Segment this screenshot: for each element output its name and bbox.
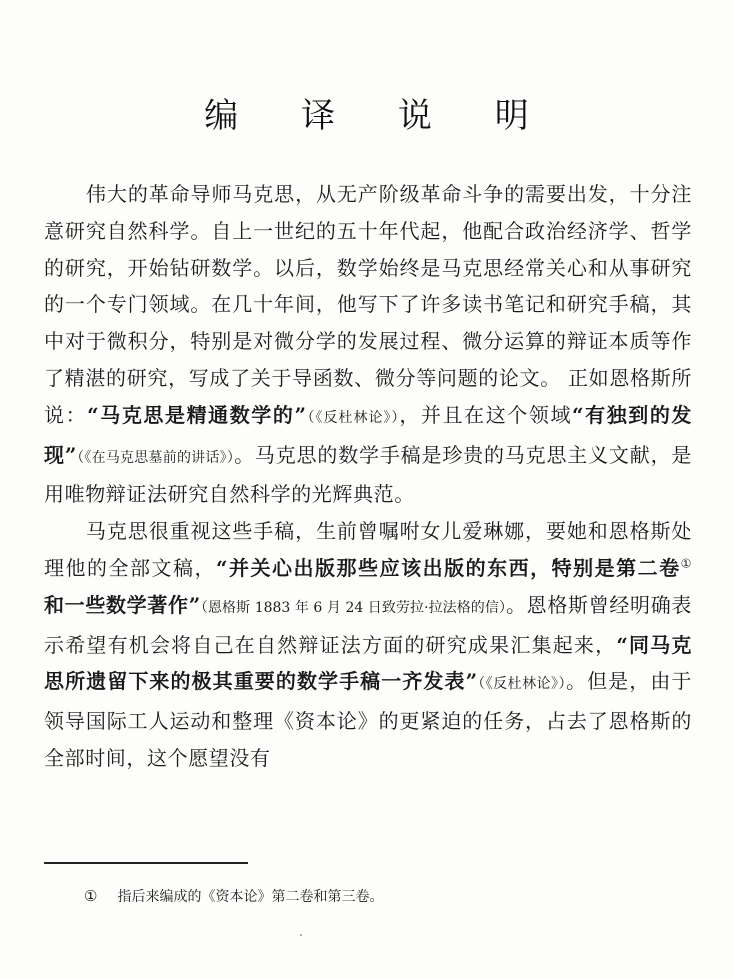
scan-speck [300,934,302,936]
text-segment: 。但是，由于领导国际工人运动和整理《资本论》的更紧迫的任务，占去了恩格斯的全部时间，这个愿望没有 [44,669,692,770]
quote-bold: “同马克思所遗留下来的极其重要的数学手稿一齐发表” [44,632,693,694]
text-segment: 。恩格斯曾经明确表示希望有机会将自己在自然辩证法方面的研究成果汇集起来， [44,592,692,657]
text-segment: 伟大的革命导师马克思，从无产阶级革命斗争的需要出发，十分注意研究自然科学。自上一世纪的五十年代起，他配合政治经济学、哲学的研究，开始钻研数学。以后，数学始终是马克思经常关心和从事研究的一个专门领域。在几十年间，他写下了许多读书笔记和研究手稿，其中对于微积分，特别是对微分学的发展过程、微分运算的辩证本质等作了精湛的研究，写成了关于导函数、微分等问题的论文。 正如恩格斯所说： [44,182,692,427]
page-title: 编 译 说 明 [204,96,555,136]
body-text [44,176,692,777]
quote-bold: “马克思是精通数学的” [87,402,307,427]
text-segment: 。马克思的数学手稿是珍贵的马克思主义文献，是用唯物辩证法研究自然科学的光辉典范。 [44,442,692,507]
citation-small: （《反杜林论》） [306,409,400,426]
paragraph-2 [44,513,692,777]
text-segment: 马克思很重视这些手稿，生前曾嘱咐女儿爱琳娜，要她和恩格斯处理他的全部文稿， [44,519,692,580]
citation-small: （《在马克思墓前的讲话》） [76,449,235,466]
footnote-text: 指后来编成的《资本论》第二卷和第三卷。 [117,889,384,905]
footnote [84,886,684,907]
quote-bold: “并关心出版那些应该出版的东西，特别是第二卷 [216,555,681,580]
citation-small: （《反杜林论》） [477,676,566,693]
paragraph-1 [44,176,692,513]
footnote-reference: ① [680,556,692,571]
quote-bold: “有独到的发现” [44,402,693,467]
footnote-divider [44,862,248,864]
citation-small: （恩格斯 1883 年 6 月 24 日致劳拉·拉法格的信） [200,599,507,616]
footnote-marker: ① [84,887,98,905]
text-segment: ，并且在这个领域 [399,402,573,427]
quote-bold: 和一些数学著作” [44,592,201,617]
